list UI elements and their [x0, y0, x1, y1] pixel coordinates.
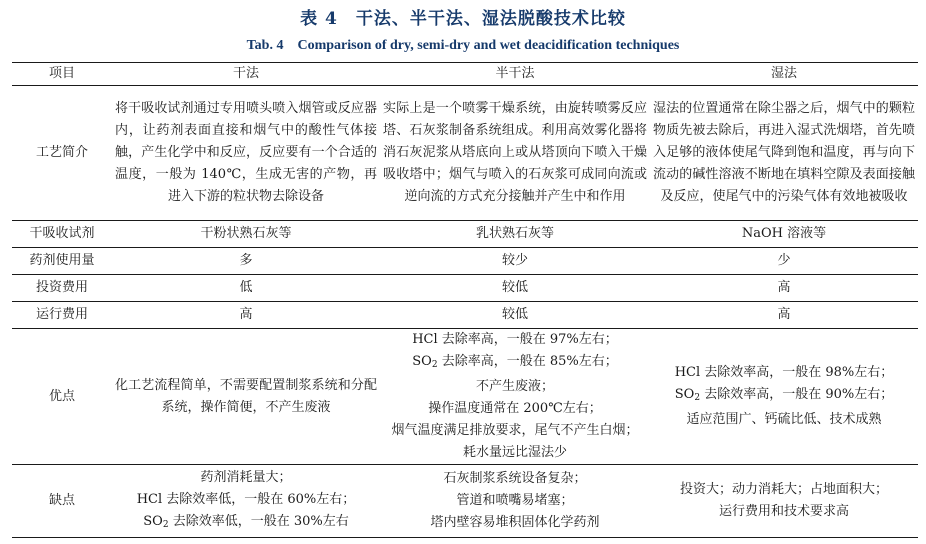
- cell-wet-absorbent: NaOH 溶液等: [650, 221, 918, 248]
- row-label: 优点: [12, 329, 112, 465]
- table-title-cn: 表 4 干法、半干法、湿法脱酸技术比较: [300, 9, 626, 29]
- cell-wet-advantages: [650, 329, 918, 465]
- row-label: 运行费用: [12, 302, 112, 329]
- cell-wet-disadvantages: [650, 465, 918, 538]
- cell-dry-operation: 高: [112, 302, 380, 329]
- cell-semi-investment: 较低: [380, 275, 650, 302]
- list-item: HCl 去除效率高，一般在 98%左右；: [674, 365, 894, 380]
- cell-dry-intro: 将干吸收试剂通过专用喷头喷入烟管或反应器内，让药剂表面直接和烟气中的酸性气体接触，产生化学中和反应，反应要有一个合适的温度，一般为 140℃，生成无害的产物，再进入下游的粒状物去除设备: [112, 86, 380, 221]
- row-label: 工艺简介: [12, 86, 112, 221]
- cell-semi-advantages: [380, 329, 650, 465]
- row-label: 投资费用: [12, 275, 112, 302]
- list-item: 烟气温度满足排放要求，尾气不产生白烟；: [391, 423, 639, 438]
- header-row: [12, 63, 918, 86]
- list-item: 塔内壁容易堆积固体化学药剂: [430, 515, 600, 530]
- header-item: 项目: [12, 63, 112, 86]
- cell-semi-intro: 实际上是一个喷雾干燥系统，由旋转喷雾反应塔、石灰浆制备系统组成。利用高效雾化器将消石灰泥浆从塔底向上或从塔顶向下喷入干燥吸收塔中；烟气与喷入的石灰浆可成同向流或逆向流的方式充分接触并产生中和作用: [380, 86, 650, 221]
- list-item: 操作温度通常在 200℃左右；: [428, 401, 602, 416]
- list-item: HCl 去除效率低，一般在 60%左右；: [136, 491, 356, 507]
- row-label: 药剂使用量: [12, 248, 112, 275]
- list-item: 耗水量远比湿法少: [462, 445, 567, 460]
- row-operation-cost: [12, 302, 918, 329]
- row-advantages: [12, 329, 918, 465]
- row-investment: [12, 275, 918, 302]
- list-item: $SO_2$ 去除效率低，一般在 30%左右: [143, 513, 349, 530]
- row-label: 干吸收试剂: [12, 221, 112, 248]
- cell-wet-investment: 高: [650, 275, 918, 302]
- cell-dry-investment: 低: [112, 275, 380, 302]
- list-item: 投资大；动力消耗大；占地面积大；: [679, 482, 888, 497]
- row-process-intro: [12, 86, 918, 221]
- header-wet: 湿法: [650, 63, 918, 86]
- cell-dry-absorbent: 干粉状熟石灰等: [112, 221, 380, 248]
- header-dry: 干法: [112, 63, 380, 86]
- cell-wet-operation: 高: [650, 302, 918, 329]
- list-item: 药剂消耗量大；: [200, 469, 292, 485]
- cell-semi-dosage: 较少: [380, 248, 650, 275]
- cell-wet-dosage: 少: [650, 248, 918, 275]
- list-item: 运行费用和技术要求高: [718, 504, 849, 519]
- cell-semi-disadvantages: [380, 465, 650, 538]
- list-item: 适应范围广、钙硫比低、技术成熟: [686, 412, 882, 427]
- row-absorbent: [12, 221, 918, 248]
- row-disadvantages: [12, 465, 918, 538]
- cell-dry-disadvantages: [112, 465, 380, 538]
- cell-dry-dosage: 多: [112, 248, 380, 275]
- cell-semi-operation: 较低: [380, 302, 650, 329]
- list-item: 不产生废液；: [475, 379, 554, 394]
- list-item: 石灰制浆系统设备复杂；: [443, 471, 587, 486]
- cell-semi-absorbent: 乳状熟石灰等: [380, 221, 650, 248]
- list-item: $SO_2$ 去除效率高，一般在 90%左右；: [674, 387, 894, 403]
- comparison-table: [12, 62, 918, 538]
- cell-dry-advantages: 化工艺流程简单，不需要配置制浆系统和分配系统，操作简便，不产生废液: [112, 329, 380, 465]
- list-item: HCl 去除率高，一般在 97%左右；: [412, 332, 618, 347]
- list-item: 管道和喷嘴易堵塞；: [456, 493, 574, 508]
- header-semi-dry: 半干法: [380, 63, 650, 86]
- list-item: $SO_2$ 去除率高，一般在 85%左右；: [412, 354, 618, 370]
- cell-wet-intro: 湿法的位置通常在除尘器之后，烟气中的颗粒物质先被去除后，再进入湿式洗烟塔，首先喷入足够的液体使尾气降到饱和温度，再与向下流动的碱性溶液不断地在填料空隙及表面接触及反应，使尾气中的污染气体有效地被吸收: [650, 86, 918, 221]
- row-dosage: [12, 248, 918, 275]
- row-label: 缺点: [12, 465, 112, 538]
- table-title-en: Tab. 4 Comparison of dry, semi-dry and wet deacidification techniques: [246, 38, 680, 53]
